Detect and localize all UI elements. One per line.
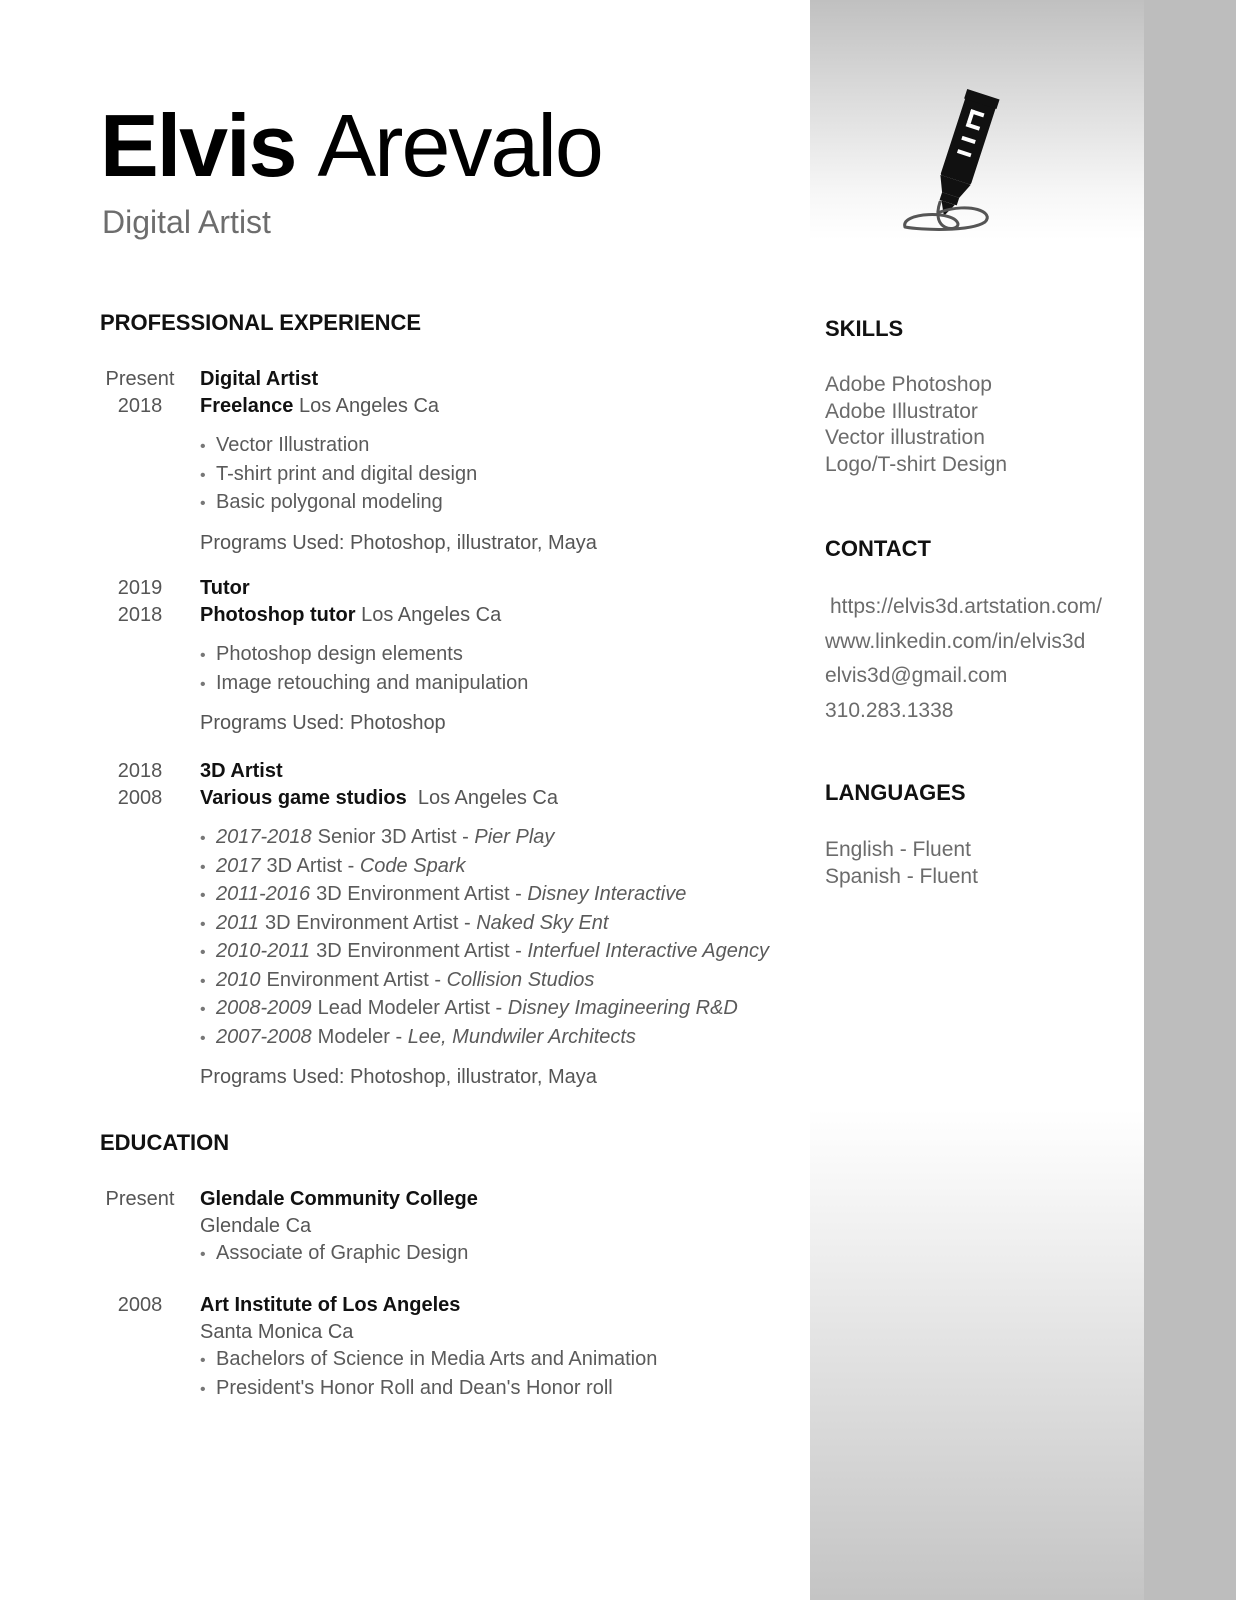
- job-bullets: [200, 641, 796, 698]
- list-item: • 2010-2011 3D Environment Artist - Interfuel Interactive Agency: [200, 938, 796, 967]
- education-heading: EDUCATION: [100, 1130, 230, 1155]
- list-item: Vector illustration: [825, 426, 985, 449]
- languages-list: [825, 837, 978, 890]
- education-date: Present: [105, 1188, 175, 1210]
- school-name: Glendale Community College: [200, 1188, 478, 1210]
- list-item: • T-shirt print and digital design: [200, 461, 796, 490]
- school-name: Art Institute of Los Angeles: [200, 1294, 461, 1316]
- artstation-link[interactable]: https://elvis3d.artstation.com/: [830, 595, 1102, 618]
- education-bullets: [200, 1346, 796, 1403]
- list-item: Logo/T-shirt Design: [825, 452, 1008, 476]
- school-location: Glendale Ca: [200, 1215, 312, 1237]
- list-item: • 2017-2018 Senior 3D Artist - Pier Play: [200, 824, 796, 853]
- languages-heading: LANGUAGES: [825, 780, 966, 805]
- programs-used: Programs Used: Photoshop: [200, 712, 446, 734]
- job-role: Digital Artist: [200, 368, 319, 390]
- sidebar-edge-strip: [1144, 0, 1236, 1600]
- contact-heading: CONTACT: [825, 536, 931, 561]
- list-item: Adobe Photoshop: [825, 373, 992, 396]
- contact-list: [825, 590, 1102, 728]
- education-date: 2008: [117, 1294, 163, 1316]
- linkedin-link[interactable]: www.linkedin.com/in/elvis3d: [825, 629, 1086, 653]
- job-org: Freelance: [200, 395, 294, 417]
- job-location: Los Angeles Ca: [298, 395, 440, 417]
- skills-list: [825, 372, 1007, 478]
- list-item: Adobe Illustrator: [825, 399, 978, 423]
- candidate-name: [100, 96, 602, 196]
- education-bullets: [200, 1240, 796, 1269]
- job-entry-3d-artist: [96, 758, 796, 1091]
- job-bullets: [200, 432, 796, 518]
- list-item: • Basic polygonal modeling: [200, 489, 796, 518]
- last-name: Arevalo: [317, 96, 602, 195]
- job-entry-digital-artist: [96, 366, 796, 557]
- pen-signature-icon: [900, 82, 1020, 242]
- list-item: • 2007-2008 Modeler - Lee, Mundwiler Architects: [200, 1024, 796, 1053]
- programs-used: Programs Used: Photoshop, illustrator, Maya: [200, 1066, 597, 1088]
- list-item: • Vector Illustration: [200, 432, 796, 461]
- list-item: • Bachelors of Science in Media Arts and Animation: [200, 1346, 796, 1375]
- first-name: Elvis: [100, 96, 296, 195]
- skills-heading: SKILLS: [825, 316, 904, 341]
- job-role: Tutor: [200, 577, 250, 599]
- experience-heading: PROFESSIONAL EXPERIENCE: [100, 310, 422, 335]
- list-item: • 2008-2009 Lead Modeler Artist - Disney Imagineering R&D: [200, 995, 796, 1024]
- list-item: • 2010 Environment Artist - Collision Studios: [200, 967, 796, 996]
- job-dates: 2018 2008: [117, 760, 163, 809]
- job-entry-tutor: [96, 575, 796, 737]
- list-item: • Photoshop design elements: [200, 641, 796, 670]
- email-link[interactable]: elvis3d@gmail.com: [825, 664, 1008, 687]
- phone-number: 310.283.1338: [825, 698, 954, 722]
- programs-used: Programs Used: Photoshop, illustrator, Maya: [200, 531, 597, 554]
- job-dates: 2019 2018: [117, 577, 163, 626]
- list-item: • 2011 3D Environment Artist - Naked Sky Ent: [200, 910, 796, 939]
- list-item: • 2017 3D Artist - Code Spark: [200, 853, 796, 882]
- list-item: • President's Honor Roll and Dean's Honor roll: [200, 1375, 796, 1404]
- positions-list: [200, 824, 796, 1052]
- education-entry-glendale: [96, 1186, 796, 1269]
- job-location: Los Angeles Ca: [361, 604, 502, 626]
- school-location: Santa Monica Ca: [200, 1321, 354, 1343]
- job-org: Photoshop tutor: [200, 604, 356, 626]
- job-title: Digital Artist: [102, 204, 271, 240]
- job-role: 3D Artist: [200, 760, 283, 782]
- education-entry-art-institute: [96, 1292, 796, 1403]
- list-item: • Associate of Graphic Design: [200, 1240, 796, 1269]
- list-item: English - Fluent: [825, 838, 971, 861]
- list-item: • 2011-2016 3D Environment Artist - Disney Interactive: [200, 881, 796, 910]
- job-dates: Present 2018: [105, 368, 175, 417]
- list-item: • Image retouching and manipulation: [200, 670, 796, 699]
- job-org: Various game studios: [200, 787, 407, 809]
- list-item: Spanish - Fluent: [825, 864, 978, 888]
- job-location: Los Angeles Ca: [417, 787, 558, 809]
